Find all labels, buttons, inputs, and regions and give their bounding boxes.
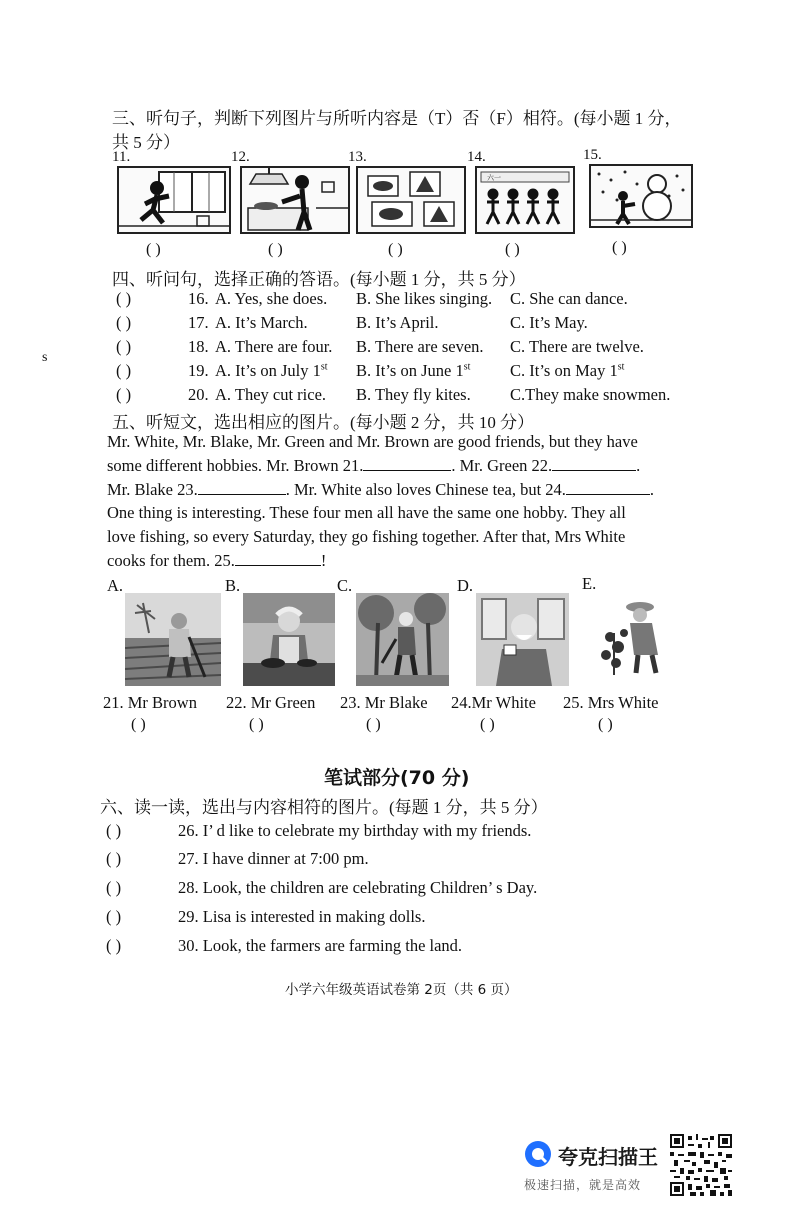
answer-22-blank[interactable]: ( ) bbox=[249, 716, 264, 733]
passage-line-5: love fishing, so every Saturday, they go fishing together. After that, Mrs White bbox=[107, 527, 626, 546]
answer-21-label: 21. Mr Brown bbox=[103, 693, 197, 712]
q16-option-b: B. She likes singing. bbox=[356, 289, 493, 308]
q20-number: 20. bbox=[188, 385, 209, 404]
q16-option-a: A. Yes, she does. bbox=[215, 289, 328, 308]
picture-letter-b: B. bbox=[225, 576, 241, 595]
q30-text: 30. Look, the farmers are farming the land. bbox=[178, 936, 463, 955]
picture-letter-e: E. bbox=[582, 574, 597, 593]
q18-option-b: B. There are seven. bbox=[356, 337, 484, 356]
picture-13-animal-pictures bbox=[356, 166, 466, 234]
passage-line-3: Mr. Blake 23. . Mr. White also loves Chinese tea, but 24. . bbox=[107, 480, 655, 499]
q19-paren[interactable]: ( ) bbox=[116, 361, 132, 380]
item-11-answer-blank[interactable]: ( ) bbox=[146, 241, 161, 258]
q18-paren[interactable]: ( ) bbox=[116, 337, 132, 356]
passage-line-6: cooks for them. 25. ! bbox=[107, 551, 327, 570]
q27-paren[interactable]: ( ) bbox=[106, 849, 122, 868]
item-14-number: 14. bbox=[467, 149, 486, 165]
answer-24-blank[interactable]: ( ) bbox=[480, 716, 495, 733]
picture-11-boy-running bbox=[117, 166, 231, 234]
picture-letter-d: D. bbox=[457, 576, 474, 595]
picture-letter-c: C. bbox=[337, 576, 353, 595]
section3-heading-line1: 三、听句子，判断下列图片与所听内容是（T）否（F）相符。(每小题 1 分， bbox=[112, 109, 682, 128]
picture-a-man-farming bbox=[125, 593, 221, 686]
q19-option-c: C. It’s on May 1st bbox=[510, 361, 625, 380]
item-14-answer-blank[interactable]: ( ) bbox=[505, 241, 520, 258]
q17-option-c: C. It’s May. bbox=[510, 313, 588, 332]
q26-paren[interactable]: ( ) bbox=[106, 821, 122, 840]
q19-number: 19. bbox=[188, 361, 209, 380]
watermark-tagline: 极速扫描，就是高效 bbox=[524, 1178, 642, 1192]
q16-number: 16. bbox=[188, 289, 209, 308]
q17-option-a: A. It’s March. bbox=[215, 313, 308, 332]
q16-paren[interactable]: ( ) bbox=[116, 289, 132, 308]
q17-number: 17. bbox=[188, 313, 209, 332]
blank-21[interactable] bbox=[363, 456, 451, 471]
q28-paren[interactable]: ( ) bbox=[106, 878, 122, 897]
q20-paren[interactable]: ( ) bbox=[116, 385, 132, 404]
section3-heading-line2: 共 5 分） bbox=[112, 133, 180, 152]
answer-24-label: 24.Mr White bbox=[451, 693, 536, 712]
section4-heading: 四、听问句，选择正确的答语。(每小题 1 分，共 5 分） bbox=[112, 270, 526, 289]
answer-25-label: 25. Mrs White bbox=[563, 693, 659, 712]
picture-c-man-gardening bbox=[356, 593, 449, 686]
q17-option-b: B. It’s April. bbox=[356, 313, 439, 332]
q17-paren[interactable]: ( ) bbox=[116, 313, 132, 332]
item-12-answer-blank[interactable]: ( ) bbox=[268, 241, 283, 258]
q20-option-a: A. They cut rice. bbox=[215, 385, 327, 404]
q29-paren[interactable]: ( ) bbox=[106, 907, 122, 926]
passage-line-2: some different hobbies. Mr. Brown 21. . Mr. Green 22. . bbox=[107, 456, 641, 475]
picture-letter-a: A. bbox=[107, 576, 124, 595]
blank-22[interactable] bbox=[552, 456, 636, 471]
item-12-number: 12. bbox=[231, 149, 250, 165]
answer-23-blank[interactable]: ( ) bbox=[366, 716, 381, 733]
item-13-number: 13. bbox=[348, 149, 367, 165]
margin-mark: s bbox=[42, 350, 48, 365]
passage-line-4: One thing is interesting. These four men all have the same one hobby. They all bbox=[107, 503, 626, 522]
answer-21-blank[interactable]: ( ) bbox=[131, 716, 146, 733]
q19-option-b: B. It’s on June 1st bbox=[356, 361, 471, 380]
picture-d-man-drinking-tea bbox=[476, 593, 569, 686]
page-footer: 小学六年级英语试卷第 2页（共 6 页） bbox=[285, 982, 518, 998]
q29-text: 29. Lisa is interested in making dolls. bbox=[178, 907, 426, 926]
q18-option-a: A. There are four. bbox=[215, 337, 333, 356]
answer-22-label: 22. Mr Green bbox=[226, 693, 316, 712]
q18-number: 18. bbox=[188, 337, 209, 356]
svg-text:六一: 六一 bbox=[487, 174, 501, 182]
q18-option-c: C. There are twelve. bbox=[510, 337, 644, 356]
answer-25-blank[interactable]: ( ) bbox=[598, 716, 613, 733]
q26-text: 26. I’ d like to celebrate my birthday with my friends. bbox=[178, 821, 532, 840]
quark-logo-icon bbox=[524, 1140, 552, 1168]
picture-15-snowman bbox=[589, 164, 693, 228]
item-15-number: 15. bbox=[583, 147, 602, 163]
q19-option-a: A. It’s on July 1st bbox=[215, 361, 328, 380]
item-11-number: 11. bbox=[112, 149, 131, 165]
picture-14-children-dancing bbox=[475, 166, 575, 234]
q16-option-c: C. She can dance. bbox=[510, 289, 628, 308]
q27-text: 27. I have dinner at 7:00 pm. bbox=[178, 849, 369, 868]
written-part-title: 笔试部分(70 分) bbox=[324, 767, 470, 789]
q30-paren[interactable]: ( ) bbox=[106, 936, 122, 955]
watermark-brand: 夸克扫描王 bbox=[558, 1145, 658, 1169]
blank-23[interactable] bbox=[198, 480, 286, 495]
picture-b-woman-cooking bbox=[243, 593, 335, 686]
blank-24[interactable] bbox=[566, 480, 650, 495]
q28-text: 28. Look, the children are celebrating Children’ s Day. bbox=[178, 878, 538, 897]
section6-heading: 六、读一读，选出与内容相符的图片。(每题 1 分，共 5 分） bbox=[100, 798, 548, 817]
item-13-answer-blank[interactable]: ( ) bbox=[388, 241, 403, 258]
qr-code-icon[interactable] bbox=[670, 1134, 732, 1196]
q20-option-b: B. They fly kites. bbox=[356, 385, 471, 404]
answer-23-label: 23. Mr Blake bbox=[340, 693, 428, 712]
blank-25[interactable] bbox=[235, 551, 321, 566]
q20-option-c: C.They make snowmen. bbox=[510, 385, 671, 404]
picture-e-man-with-plants bbox=[594, 593, 686, 678]
passage-line-1: Mr. White, Mr. Blake, Mr. Green and Mr. Brown are good friends, but they have bbox=[107, 432, 638, 451]
item-15-answer-blank[interactable]: ( ) bbox=[612, 239, 627, 256]
picture-12-cooking bbox=[240, 166, 350, 234]
section5-heading: 五、听短文，选出相应的图片。(每小题 2 分，共 10 分） bbox=[112, 413, 535, 432]
